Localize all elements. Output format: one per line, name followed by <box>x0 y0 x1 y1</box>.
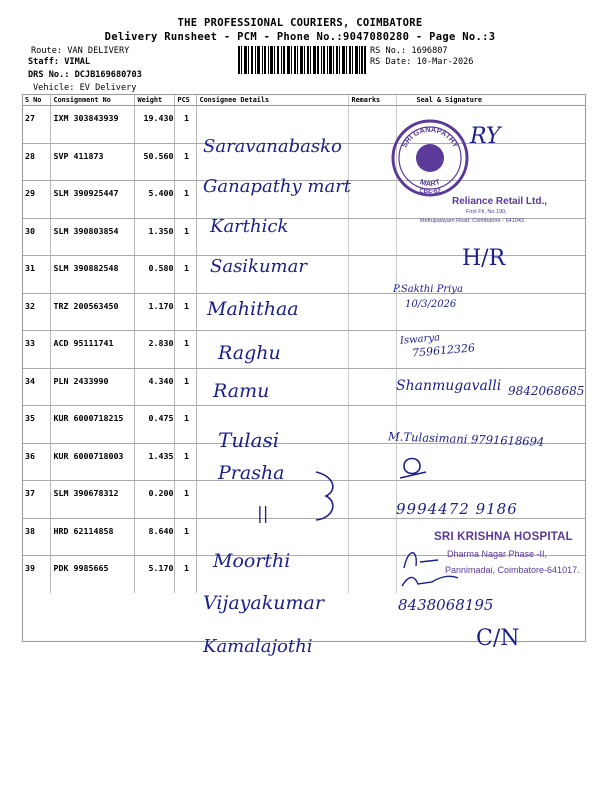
signature: Iswarya <box>399 332 441 347</box>
barcode-image <box>238 46 366 74</box>
cell-weight: 0.580 <box>134 256 174 294</box>
signature-phone: 9994472 9186 <box>396 500 518 518</box>
drs-number: DRS No.: DCJB169680703 <box>28 70 142 80</box>
handwritten-mark: || <box>257 504 269 524</box>
signature-scribble <box>398 538 508 588</box>
header-weight: Weight <box>134 94 174 106</box>
cell-weight: 8.640 <box>134 518 174 556</box>
cell-weight: 5.170 <box>134 556 174 594</box>
cell-consignment: PDK 9985665 <box>50 556 134 594</box>
signature: C/N <box>476 626 520 651</box>
cell-pcs: 1 <box>174 481 196 519</box>
cell-remarks <box>348 368 396 406</box>
cell-sno: 34 <box>22 368 50 406</box>
cell-weight: 2.830 <box>134 331 174 369</box>
handwritten-name: Saravanabasko <box>203 136 342 157</box>
handwritten-name: Kamalajothi <box>203 636 313 657</box>
staff-label: Staff: VIMAL <box>28 57 91 67</box>
cell-sno: 33 <box>22 331 50 369</box>
cell-remarks <box>348 106 396 144</box>
handwritten-name: Vijayakumar <box>203 592 324 614</box>
cell-remarks <box>348 256 396 294</box>
reliance-stamp-title: Reliance Retail Ltd., <box>452 196 548 207</box>
cell-consignment: HRD 62114858 <box>50 518 134 556</box>
cell-weight: 1.170 <box>134 293 174 331</box>
cell-remarks <box>348 443 396 481</box>
runsheet-table <box>22 94 586 593</box>
cell-remarks <box>348 218 396 256</box>
header-seal: Seal & Signature <box>396 94 586 106</box>
brace-mark <box>312 468 342 524</box>
signature-date: 10/3/2026 <box>405 299 457 310</box>
cell-weight: 19.430 <box>134 106 174 144</box>
krishna-hospital-stamp-address: Dharma Nagar Phase -II, <box>447 549 548 559</box>
cell-weight: 1.435 <box>134 443 174 481</box>
cell-weight: 4.340 <box>134 368 174 406</box>
header-pcs: PCS <box>174 94 196 106</box>
runsheet-subtitle: Delivery Runsheet - PCM - Phone No.:9047080280 - Page No.:3 <box>104 31 496 43</box>
signature-phone: 8438068195 <box>398 596 494 614</box>
cell-pcs: 1 <box>174 556 196 594</box>
cell-pcs: 1 <box>174 368 196 406</box>
cell-remarks <box>348 481 396 519</box>
cell-weight: 0.475 <box>134 406 174 444</box>
header-consignment: Consignment No <box>50 94 134 106</box>
cell-consignment: TRZ 200563450 <box>50 293 134 331</box>
signature-phone: 759612326 <box>411 341 476 360</box>
cell-remarks <box>348 518 396 556</box>
cell-sno: 30 <box>22 218 50 256</box>
krishna-hospital-stamp-title: SRI KRISHNA HOSPITAL <box>434 531 573 543</box>
cell-sno: 35 <box>22 406 50 444</box>
table-row <box>22 331 586 369</box>
svg-text:MART <box>419 177 442 188</box>
cell-consignment: KUR 6000718003 <box>50 443 134 481</box>
signature: RY <box>470 124 501 149</box>
header-consignee: Consignee Details <box>196 94 348 106</box>
cell-remarks <box>348 143 396 181</box>
cell-remarks <box>348 293 396 331</box>
seal-bottom-text: MART <box>418 177 442 189</box>
cell-consignment: KUR 6000718215 <box>50 406 134 444</box>
ganapathy-mart-seal <box>390 118 470 198</box>
table-header-row <box>22 94 586 106</box>
cell-remarks <box>348 556 396 594</box>
reliance-stamp-address: First Flr, No.190, <box>466 209 507 215</box>
handwritten-name: Tulasi <box>218 428 280 452</box>
runsheet-title: THE PROFESSIONAL COURIERS, COIMBATORE <box>177 17 423 29</box>
table-row <box>22 443 586 481</box>
seal-top-text: SRI GANAPATHY <box>399 124 461 150</box>
cell-pcs: 1 <box>174 331 196 369</box>
seal-code: CBE-62 <box>419 189 441 195</box>
cell-consignment: SLM 390882548 <box>50 256 134 294</box>
vehicle-label: Vehicle: EV Delivery <box>33 83 137 93</box>
cell-pcs: 1 <box>174 218 196 256</box>
cell-sno: 27 <box>22 106 50 144</box>
cell-consignment: IXM 303843939 <box>50 106 134 144</box>
handwritten-name: Prasha <box>218 462 285 484</box>
cell-pcs: 1 <box>174 106 196 144</box>
reliance-stamp-address: Mettupalayam Road, Coimbatore - 641043. <box>420 218 526 224</box>
signature: M.Tulasimani 9791618694 <box>387 429 545 449</box>
cell-sno: 37 <box>22 481 50 519</box>
cell-pcs: 1 <box>174 406 196 444</box>
cell-consignment: PLN 2433990 <box>50 368 134 406</box>
cell-remarks <box>348 331 396 369</box>
handwritten-name: Ramu <box>213 380 270 402</box>
cell-sno: 38 <box>22 518 50 556</box>
cell-consignment: SLM 390678312 <box>50 481 134 519</box>
cell-pcs: 1 <box>174 443 196 481</box>
signature: H/R <box>462 246 506 271</box>
cell-consignment: ACD 95111741 <box>50 331 134 369</box>
krishna-hospital-stamp-address: Pannimadai, Coimbatore-641017. <box>445 565 580 575</box>
cell-weight: 50.560 <box>134 143 174 181</box>
cell-weight: 5.400 <box>134 181 174 219</box>
handwritten-name: Mahithaa <box>207 298 299 320</box>
cell-pcs: 1 <box>174 293 196 331</box>
cell-remarks <box>348 181 396 219</box>
cell-sno: 29 <box>22 181 50 219</box>
rs-date: RS Date: 10-Mar-2026 <box>370 57 474 67</box>
handwritten-name: Sasikumar <box>210 256 307 277</box>
cell-pcs: 1 <box>174 518 196 556</box>
header-sno: S No <box>22 94 50 106</box>
cell-weight: 1.350 <box>134 218 174 256</box>
signature-phone: 9842068685 <box>508 384 585 398</box>
table-row <box>22 293 586 331</box>
table-row <box>22 368 586 406</box>
handwritten-name: Ganapathy mart <box>203 176 352 197</box>
cell-sno: 36 <box>22 443 50 481</box>
handwritten-name: Karthick <box>210 216 289 237</box>
cell-sno: 39 <box>22 556 50 594</box>
handwritten-name: Raghu <box>218 342 281 364</box>
cell-consignment: SLM 390803854 <box>50 218 134 256</box>
cell-sno: 28 <box>22 143 50 181</box>
signature: Shanmugavalli <box>396 378 502 394</box>
cell-consignment: SVP 411873 <box>50 143 134 181</box>
header-remarks: Remarks <box>348 94 396 106</box>
signature-scribble <box>398 452 428 482</box>
rs-number: RS No.: 1696807 <box>370 46 448 56</box>
cell-sno: 31 <box>22 256 50 294</box>
cell-consignment: SLM 390925447 <box>50 181 134 219</box>
cell-sno: 32 <box>22 293 50 331</box>
cell-pcs: 1 <box>174 181 196 219</box>
cell-pcs: 1 <box>174 143 196 181</box>
cell-weight: 0.200 <box>134 481 174 519</box>
signature: P.Sakthi Priya <box>393 284 463 295</box>
cell-pcs: 1 <box>174 256 196 294</box>
route-label: Route: VAN DELIVERY <box>31 46 130 56</box>
handwritten-name: Moorthi <box>213 550 291 572</box>
